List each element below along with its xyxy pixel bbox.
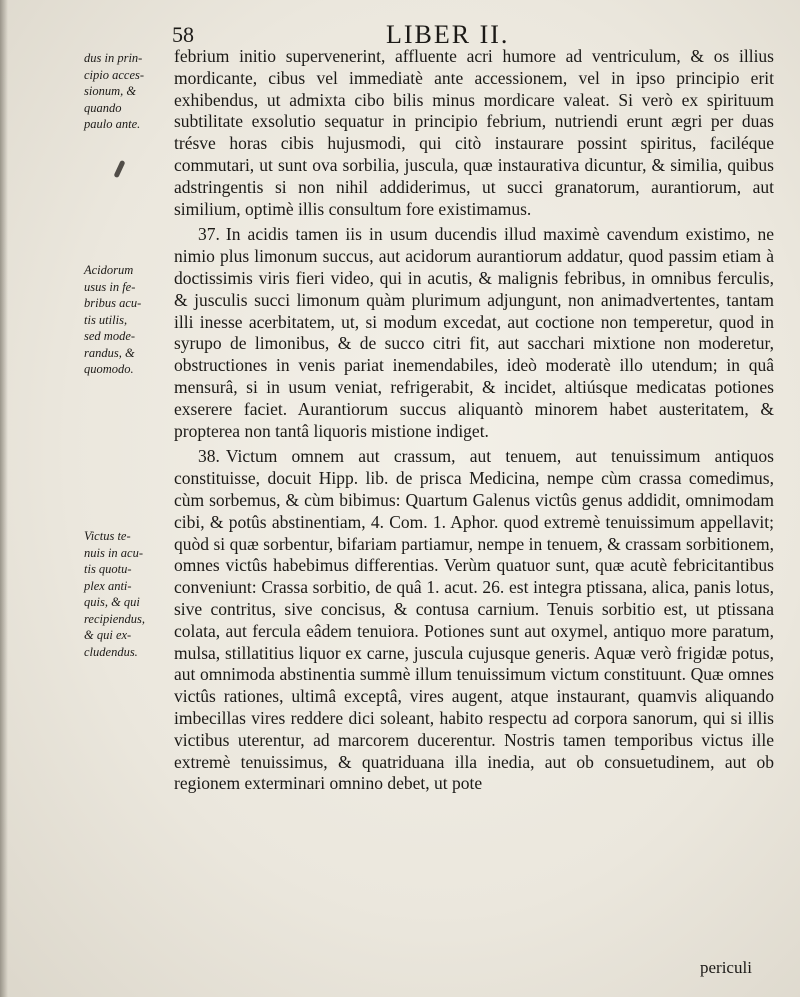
catchword: periculi xyxy=(700,958,752,977)
paragraph-number: 38. xyxy=(198,446,220,467)
ink-blot xyxy=(113,160,125,178)
paragraph: 38. Victum omnem aut crassum, aut tenuem, aut tenuissimum antiquos constituisse, docuit Hipp. lib. de prisca Medicina, nempe cùm crassa comedimus, cùm sorbemus, & cùm bibimus: Quartum Galenus victûs genus addidit, omnimodam cibi, & potûs abstinentiam, 4. Com. 1. Aphor. quod extremè tenuissimum appellavit; quòd si quæ sorbentur, bifariam partiamur, nempe in tenuem, & crassam sorbitionem, omnes victûs habebimus differentias. Verùm quatuor sunt, quæ acutè febricitantibus conveniunt: Crassa sorbitio, de quâ 1. acut. 26. est integra ptissana, alica, panis lotus, sive contritus, sive concisus, & contusa carnium. Tenuis sorbitio est, ut ptissana colata, aut fercula eâdem tenuiora. Potiones sunt aut oxymel, antiquo more paratum, mulsa, stillatitius liquor ex carne, juscula cujusque generis. Aquæ verò frigidæ potus, aut omnimoda abstinentia summè illum tenuissimum victum constituunt. Quæ omnes victûs rationes, ultimâ exceptâ, vires augent, atque instaurant, quamvis aliquando imbecillas vires reddere dici soleant, habito respectu ad corpora sanorum, qui si illis victibus uterentur, ad marcorem ducerentur. Nostris tamen temporibus victus ille extremè tenuissimus, & quatriduana illa inedia, aut ob consuetudinem, aut ob regionem exterminari omnino debet, ut pote xyxy=(174,446,774,794)
margin-note: Acidorum usus in fe- bribus acu- tis utilis, sed mode- randus, & quomodo. xyxy=(84,263,142,376)
margin-note: Victus te- nuis in acu- tis quotu- plex anti- quis, & qui recipiendus, & qui ex- cludendus. xyxy=(84,529,145,659)
paragraph: 37. In acidis tamen iis in usum ducendis illud maximè cavendum existimo, ne nimio plus limonum succus, aut acidorum aurantiorum addatur, quod passim etiam à doctissimis viris fieri video, qui in acutis, & malignis febribus, in omnibus ferculis, & jusculis succi limonum quàm plurimum adjungunt, non animadvertentes, tantam illi inesse acerbitatem, ut, si modum excedat, aut coctione non temperetur, quod in syrupo de limonibus, & de succo citri fit, aut sacchari mixtione non moderetur, obstructiones in venis pariat inemendabiles, ideò moderatè illo utendum; in quâ mensurâ, si in usum veniat, refrigerabit, & incidet, altiúsque medicatas potiones exserere faciet. Aurantiorum succus aliquantò minorem habet austeritatem, & propterea non tantâ liquoris mistione indiget. xyxy=(174,224,774,441)
running-head: LIBER II. xyxy=(386,20,510,49)
paragraph-number: 37. xyxy=(198,224,220,245)
page-gutter-shadow xyxy=(0,0,8,997)
page-number: 58 xyxy=(172,22,194,47)
paragraph: febrium initio supervenerint, affluente acri humore ad ventriculum, & os illius mordicante, cibus vel immediatè ante accessionem, vel in ipso principio erit exhibendus, ut admixta cibo bilis minus mordicare valeat. Si verò ex spirituum subtilitate exsolutio sequatur in principio febrium, nutriendi erunt ægri per duas trésve horas cibis hujusmodi, qui citò instaurare possint spiritus, faciléque commutari, ut sunt ova sorbilia, juscula, quæ instaurativa dicuntur, & similia, quibus adstringentis si non nihil addiderimus, ut succi granatorum, aurantiorum, aut similium, optimè illis consultum fore existimamus. xyxy=(174,46,774,219)
margin-note: dus in prin- cipio acces- sionum, & quando paulo ante. xyxy=(84,51,145,131)
main-text xyxy=(174,46,774,799)
